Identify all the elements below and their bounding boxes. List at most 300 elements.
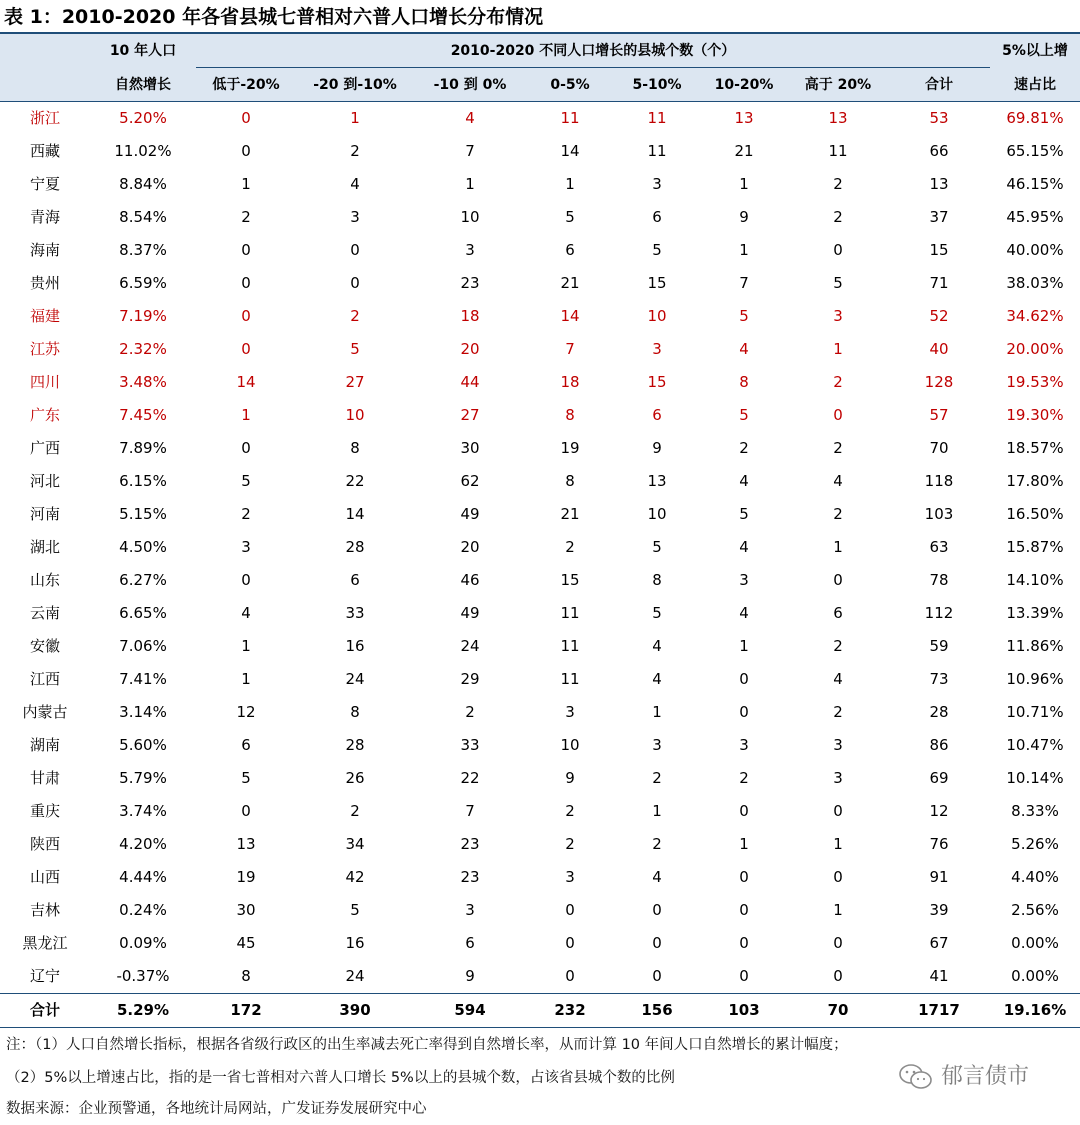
table-row [0,861,1080,894]
cell-10-20: 5 [739,307,749,325]
cell-province: 陕西 [29,835,60,853]
table-row [0,168,1080,201]
cell-0-5: 0 [565,901,575,919]
table-row [0,894,1080,927]
cell-share: 10.71% [1006,703,1064,721]
cell-county-total: 57 [929,406,949,424]
cell-growth: 6.15% [119,472,167,490]
cell-10-20: 0 [739,967,749,985]
table-row [0,531,1080,564]
cell-county-total: 112 [924,604,954,622]
cell-0-5: 11 [560,670,580,688]
cell-province: 安徽 [29,637,60,655]
cell-neg10-0: 10 [460,208,480,226]
cell-5-10: 15 [647,274,667,292]
cell-growth: 5.15% [119,505,167,523]
cell-neg10-0: 49 [460,505,480,523]
cell-growth: 8.54% [119,208,167,226]
cell-5-10: 3 [652,736,662,754]
cell-lt-neg20: 1 [241,670,251,688]
cell-county-total: 41 [929,967,949,985]
cell-growth: 5.60% [119,736,167,754]
note-line2: （2）5%以上增速占比，指的是一省七普相对六普人口增长 5%以上的县城个数，占该省县城个数的比例 [6,1070,675,1086]
cell-share: 8.33% [1011,802,1059,820]
cell-neg10-0: 49 [460,604,480,622]
cell-neg10-0: 46 [460,571,480,589]
cell-county-total: 118 [924,472,954,490]
cell-county-total: 70 [929,439,949,457]
cell-0-5: 3 [565,868,575,886]
cell-growth: 8.37% [119,241,167,259]
cell-share: 20.00% [1006,340,1064,358]
cell-gt20: 0 [833,934,843,952]
table-row [0,498,1080,531]
cell-gt20: 2 [833,703,843,721]
cell-lt-neg20: 4 [241,604,251,622]
cell-5-10: 4 [652,670,662,688]
cell-province: 宁夏 [29,175,60,193]
cell-province: 广东 [29,406,60,424]
cell-neg20-neg10: 5 [350,340,360,358]
cell-province: 湖南 [29,736,60,754]
cell-share: 34.62% [1006,307,1064,325]
cell-10-20: 0 [739,703,749,721]
cell-gt20: 13 [828,109,848,127]
cell-share: 18.57% [1006,439,1064,457]
table-row [0,729,1080,762]
header-sub-rule [196,67,990,68]
total-0-5: 232 [554,1001,586,1019]
cell-lt-neg20: 2 [241,505,251,523]
header-natural-growth-line2: 自然增长 [115,77,171,93]
table-row [0,234,1080,267]
header-col-total: 合计 [925,77,953,93]
cell-lt-neg20: 0 [241,109,251,127]
table-row [0,795,1080,828]
cell-gt20: 0 [833,868,843,886]
cell-growth: 7.06% [119,637,167,655]
cell-0-5: 0 [565,934,575,952]
cell-5-10: 2 [652,769,662,787]
cell-share: 5.26% [1011,835,1059,853]
cell-10-20: 5 [739,406,749,424]
header-share-line1: 5%以上增 [1002,43,1068,59]
cell-province: 福建 [29,307,60,325]
cell-province: 江西 [29,670,60,688]
cell-gt20: 3 [833,307,843,325]
cell-gt20: 0 [833,571,843,589]
cell-province: 黑龙江 [22,934,68,952]
cell-growth: 6.59% [119,274,167,292]
cell-10-20: 0 [739,670,749,688]
watermark-text: 郁言债市 [941,1064,1030,1089]
cell-neg10-0: 33 [460,736,480,754]
cell-neg20-neg10: 8 [350,439,360,457]
cell-gt20: 1 [833,835,843,853]
table-row [0,663,1080,696]
cell-lt-neg20: 1 [241,637,251,655]
data-source: 数据来源：企业预警通，各地统计局网站，广发证券发展研究中心 [6,1101,427,1117]
cell-neg10-0: 27 [460,406,480,424]
cell-5-10: 10 [647,505,667,523]
cell-county-total: 86 [929,736,949,754]
cell-growth: 6.27% [119,571,167,589]
cell-province: 云南 [29,604,60,622]
cell-10-20: 9 [739,208,749,226]
cell-10-20: 0 [739,901,749,919]
cell-neg20-neg10: 28 [345,538,365,556]
cell-lt-neg20: 0 [241,439,251,457]
cell-neg10-0: 6 [465,934,475,952]
cell-county-total: 59 [929,637,949,655]
cell-share: 10.47% [1006,736,1064,754]
cell-growth: 0.09% [119,934,167,952]
cell-neg10-0: 3 [465,901,475,919]
cell-10-20: 7 [739,274,749,292]
cell-province: 西藏 [29,142,60,160]
cell-10-20: 4 [739,538,749,556]
total-5-10: 156 [641,1001,673,1019]
cell-neg10-0: 7 [465,802,475,820]
table-row [0,267,1080,300]
cell-growth: 7.45% [119,406,167,424]
cell-county-total: 71 [929,274,949,292]
cell-5-10: 11 [647,109,667,127]
table-row [0,399,1080,432]
cell-share: 38.03% [1006,274,1064,292]
cell-province: 广西 [29,439,60,457]
cell-5-10: 9 [652,439,662,457]
cell-county-total: 78 [929,571,949,589]
cell-neg10-0: 23 [460,868,480,886]
cell-5-10: 6 [652,208,662,226]
header-share-line2: 速占比 [1014,77,1056,93]
cell-5-10: 11 [647,142,667,160]
cell-lt-neg20: 19 [236,868,256,886]
cell-share: 10.14% [1006,769,1064,787]
cell-0-5: 11 [560,109,580,127]
cell-gt20: 4 [833,472,843,490]
cell-gt20: 2 [833,505,843,523]
cell-neg10-0: 30 [460,439,480,457]
cell-10-20: 3 [739,736,749,754]
cell-5-10: 6 [652,406,662,424]
cell-neg10-0: 29 [460,670,480,688]
cell-county-total: 67 [929,934,949,952]
cell-neg20-neg10: 2 [350,802,360,820]
total-10-20: 103 [728,1001,760,1019]
cell-0-5: 0 [565,967,575,985]
cell-5-10: 0 [652,901,662,919]
cell-neg10-0: 4 [465,109,475,127]
cell-share: 69.81% [1006,109,1064,127]
cell-0-5: 11 [560,604,580,622]
cell-5-10: 0 [652,934,662,952]
cell-0-5: 10 [560,736,580,754]
cell-0-5: 8 [565,406,575,424]
cell-0-5: 11 [560,637,580,655]
cell-10-20: 0 [739,802,749,820]
cell-province: 河北 [29,472,60,490]
cell-share: 10.96% [1006,670,1064,688]
cell-growth: 5.79% [119,769,167,787]
cell-growth: 3.48% [119,373,167,391]
cell-5-10: 5 [652,604,662,622]
table-row [0,432,1080,465]
cell-province: 青海 [29,208,60,226]
table-row [0,135,1080,168]
cell-0-5: 2 [565,802,575,820]
cell-10-20: 8 [739,373,749,391]
cell-neg10-0: 9 [465,967,475,985]
cell-share: 65.15% [1006,142,1064,160]
cell-lt-neg20: 8 [241,967,251,985]
cell-lt-neg20: 14 [236,373,256,391]
cell-gt20: 0 [833,406,843,424]
cell-lt-neg20: 0 [241,571,251,589]
table-row [0,333,1080,366]
cell-share: 11.86% [1006,637,1064,655]
cell-neg20-neg10: 24 [345,670,365,688]
cell-neg10-0: 1 [465,175,475,193]
total-neg20-neg10: 390 [339,1001,371,1019]
cell-5-10: 8 [652,571,662,589]
cell-province: 海南 [29,241,60,259]
cell-neg10-0: 3 [465,241,475,259]
cell-neg20-neg10: 34 [345,835,365,853]
wechat-icon [898,1063,934,1091]
cell-neg20-neg10: 2 [350,307,360,325]
cell-lt-neg20: 6 [241,736,251,754]
cell-neg20-neg10: 16 [345,637,365,655]
header-col-0-5: 0-5% [550,77,590,93]
cell-lt-neg20: 13 [236,835,256,853]
header-col-lt-neg20: 低于-20% [212,77,280,93]
cell-share: 13.39% [1006,604,1064,622]
cell-neg20-neg10: 8 [350,703,360,721]
cell-growth: 4.20% [119,835,167,853]
cell-growth: 2.32% [119,340,167,358]
cell-lt-neg20: 5 [241,472,251,490]
table-row [0,366,1080,399]
header-col-neg20-neg10: -20 到-10% [313,77,397,93]
cell-neg10-0: 20 [460,340,480,358]
cell-growth: 8.84% [119,175,167,193]
total-gt20: 70 [827,1001,849,1019]
cell-lt-neg20: 2 [241,208,251,226]
table-row [0,564,1080,597]
cell-5-10: 13 [647,472,667,490]
cell-county-total: 28 [929,703,949,721]
cell-gt20: 3 [833,736,843,754]
cell-province: 辽宁 [29,967,60,985]
cell-gt20: 4 [833,670,843,688]
table-row [0,828,1080,861]
cell-share: 14.10% [1006,571,1064,589]
cell-share: 17.80% [1006,472,1064,490]
cell-province: 河南 [29,505,60,523]
cell-gt20: 1 [833,340,843,358]
cell-county-total: 103 [924,505,954,523]
cell-county-total: 37 [929,208,949,226]
cell-10-20: 0 [739,934,749,952]
cell-province: 浙江 [29,109,60,127]
cell-lt-neg20: 12 [236,703,256,721]
cell-0-5: 1 [565,175,575,193]
cell-growth: 5.20% [119,109,167,127]
cell-0-5: 19 [560,439,580,457]
cell-gt20: 0 [833,802,843,820]
cell-province: 四川 [29,373,60,391]
cell-0-5: 14 [560,142,580,160]
cell-share: 15.87% [1006,538,1064,556]
cell-province: 甘肃 [29,769,60,787]
total-row [0,994,1080,1027]
cell-lt-neg20: 0 [241,340,251,358]
cell-neg10-0: 7 [465,142,475,160]
cell-lt-neg20: 0 [241,802,251,820]
cell-province: 湖北 [29,538,60,556]
cell-0-5: 7 [565,340,575,358]
cell-10-20: 2 [739,769,749,787]
table-row [0,630,1080,663]
cell-county-total: 76 [929,835,949,853]
cell-share: 40.00% [1006,241,1064,259]
cell-neg20-neg10: 14 [345,505,365,523]
cell-gt20: 0 [833,241,843,259]
watermark [898,1062,1029,1092]
cell-county-total: 63 [929,538,949,556]
cell-10-20: 5 [739,505,749,523]
cell-0-5: 6 [565,241,575,259]
cell-neg10-0: 2 [465,703,475,721]
cell-0-5: 3 [565,703,575,721]
cell-10-20: 21 [734,142,754,160]
cell-share: 19.53% [1006,373,1064,391]
header-col-10-20: 10-20% [714,77,774,93]
cell-10-20: 4 [739,604,749,622]
total-sum: 1717 [918,1001,960,1019]
header-col-gt20: 高于 20% [804,77,872,93]
bottom-rule [0,1027,1080,1028]
cell-0-5: 9 [565,769,575,787]
cell-0-5: 5 [565,208,575,226]
cell-growth: 0.24% [119,901,167,919]
cell-10-20: 1 [739,241,749,259]
cell-growth: 11.02% [114,142,172,160]
cell-neg20-neg10: 16 [345,934,365,952]
cell-lt-neg20: 30 [236,901,256,919]
cell-neg20-neg10: 4 [350,175,360,193]
table-row [0,201,1080,234]
cell-10-20: 1 [739,175,749,193]
table-row [0,960,1080,993]
total-label: 合计 [29,1001,60,1019]
cell-neg20-neg10: 28 [345,736,365,754]
cell-province: 山东 [29,571,60,589]
cell-province: 山西 [29,868,60,886]
cell-lt-neg20: 45 [236,934,256,952]
cell-neg20-neg10: 0 [350,241,360,259]
cell-county-total: 39 [929,901,949,919]
cell-growth: 7.19% [119,307,167,325]
cell-neg10-0: 44 [460,373,480,391]
cell-5-10: 5 [652,241,662,259]
cell-5-10: 10 [647,307,667,325]
cell-10-20: 13 [734,109,754,127]
cell-neg20-neg10: 2 [350,142,360,160]
cell-5-10: 3 [652,340,662,358]
cell-gt20: 0 [833,967,843,985]
cell-gt20: 5 [833,274,843,292]
cell-neg20-neg10: 1 [350,109,360,127]
cell-gt20: 1 [833,538,843,556]
cell-neg20-neg10: 22 [345,472,365,490]
cell-lt-neg20: 1 [241,175,251,193]
cell-lt-neg20: 0 [241,307,251,325]
cell-gt20: 2 [833,373,843,391]
cell-growth: 6.65% [119,604,167,622]
table-row [0,762,1080,795]
cell-share: 0.00% [1011,967,1059,985]
total-neg10-0: 594 [454,1001,486,1019]
cell-0-5: 14 [560,307,580,325]
cell-lt-neg20: 1 [241,406,251,424]
cell-county-total: 13 [929,175,949,193]
cell-county-total: 15 [929,241,949,259]
table-row [0,300,1080,333]
cell-neg20-neg10: 26 [345,769,365,787]
cell-neg20-neg10: 27 [345,373,365,391]
cell-5-10: 5 [652,538,662,556]
cell-neg20-neg10: 0 [350,274,360,292]
cell-growth: 3.74% [119,802,167,820]
cell-share: 45.95% [1006,208,1064,226]
header-col-5-10: 5-10% [632,77,682,93]
cell-neg20-neg10: 6 [350,571,360,589]
cell-growth: 4.50% [119,538,167,556]
cell-neg20-neg10: 3 [350,208,360,226]
cell-county-total: 69 [929,769,949,787]
cell-neg20-neg10: 24 [345,967,365,985]
cell-5-10: 4 [652,868,662,886]
cell-5-10: 4 [652,637,662,655]
cell-lt-neg20: 3 [241,538,251,556]
cell-share: 16.50% [1006,505,1064,523]
cell-county-total: 12 [929,802,949,820]
cell-neg10-0: 62 [460,472,480,490]
cell-10-20: 2 [739,439,749,457]
cell-lt-neg20: 0 [241,274,251,292]
cell-0-5: 21 [560,505,580,523]
cell-5-10: 15 [647,373,667,391]
cell-county-total: 91 [929,868,949,886]
cell-10-20: 4 [739,340,749,358]
cell-county-total: 52 [929,307,949,325]
cell-0-5: 15 [560,571,580,589]
cell-0-5: 21 [560,274,580,292]
cell-share: 4.40% [1011,868,1059,886]
cell-neg20-neg10: 5 [350,901,360,919]
cell-10-20: 1 [739,835,749,853]
cell-lt-neg20: 0 [241,241,251,259]
cell-5-10: 3 [652,175,662,193]
cell-lt-neg20: 5 [241,769,251,787]
cell-neg10-0: 20 [460,538,480,556]
cell-neg20-neg10: 10 [345,406,365,424]
note-line1: 注：（1）人口自然增长指标，根据各省级行政区的出生率减去死亡率得到自然增长率，从而计算 10 年间人口自然增长的累计幅度； [6,1037,848,1053]
cell-share: 0.00% [1011,934,1059,952]
